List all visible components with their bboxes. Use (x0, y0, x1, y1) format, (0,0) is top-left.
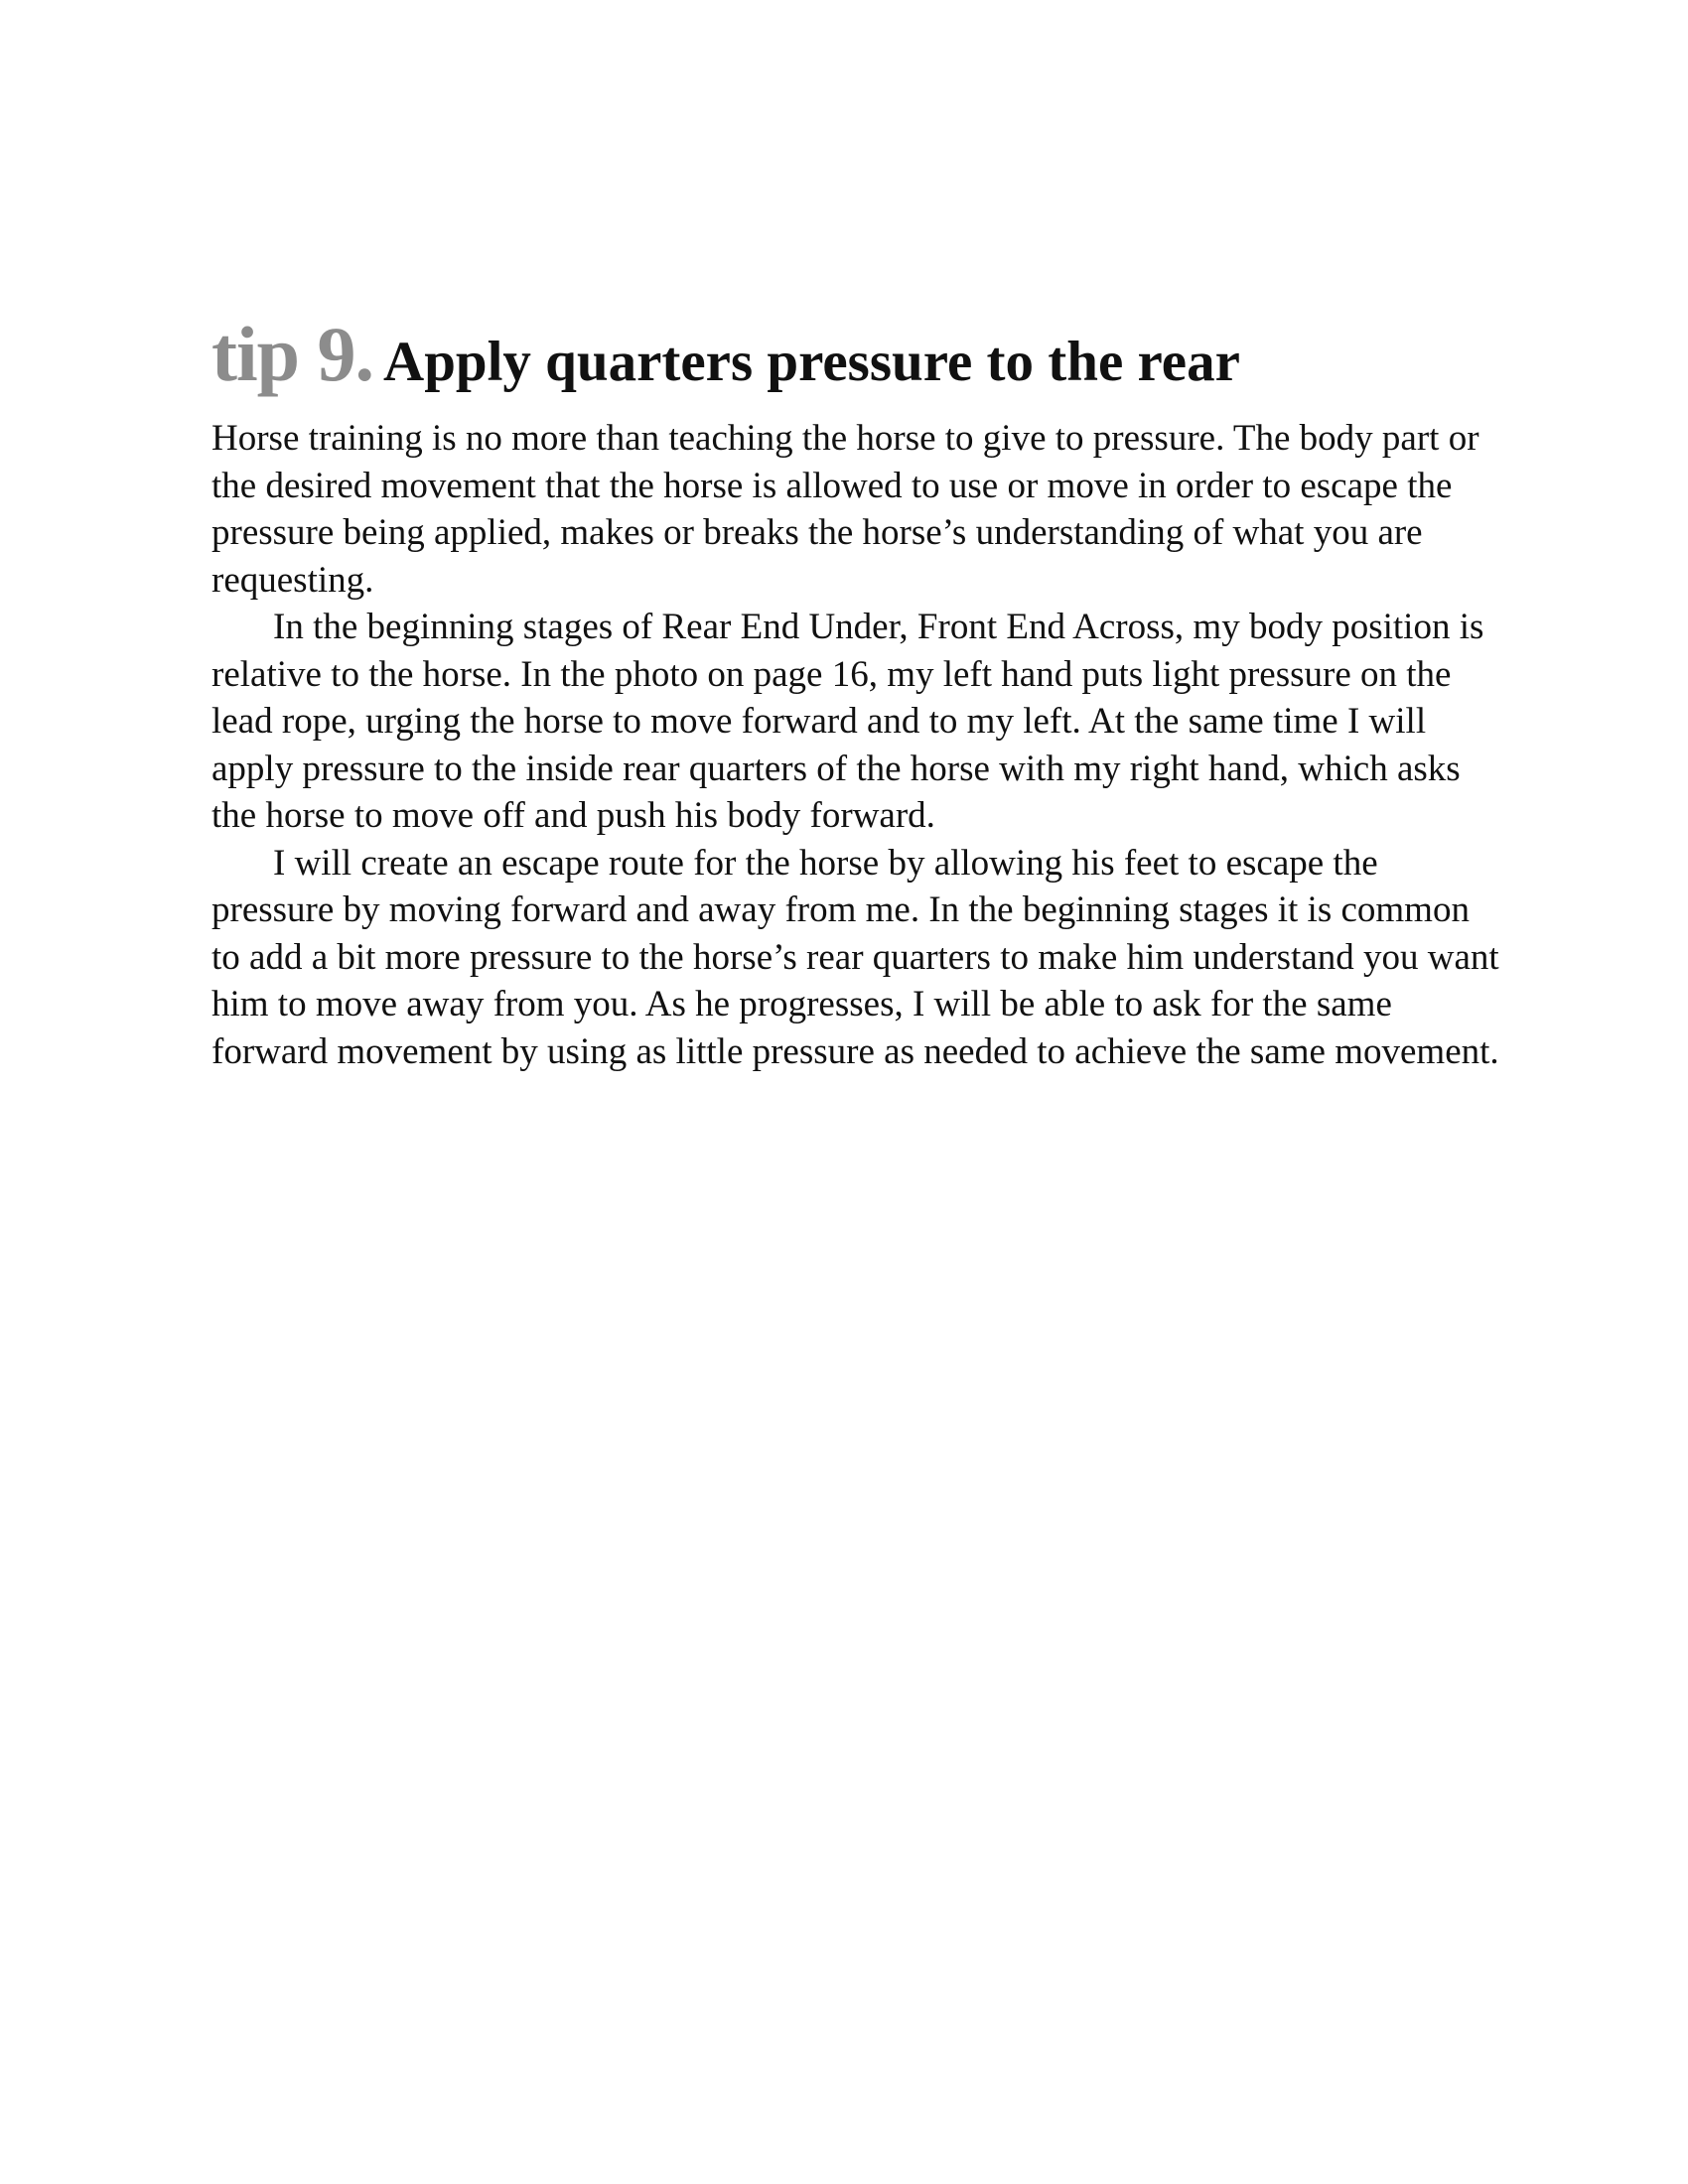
paragraph-1: Horse training is no more than teaching the horse to give to pressure. The body part or the desired movement that the horse is allowed to use or move in order to escape the pressure being applied, makes or breaks the horse’s understanding of what you are requesting. (211, 418, 1479, 601)
body-text (211, 415, 1502, 1075)
tip-number: tip 9. (211, 311, 374, 397)
paragraph-3: I will create an escape route for the horse by allowing his feet to escape the pressure by moving forward and away from me. In the beginning stages it is common to add a bit more pressure to the horse’s rear quarters to make him understand you want him to move away from you. As he progresses, I will be able to ask for the same forward movement by using as little pressure as needed to achieve the same movement. (211, 842, 1499, 1072)
tip-title: Apply quarters pressure to the rear (383, 331, 1240, 393)
page-content (211, 311, 1502, 1075)
paragraph-2: In the beginning stages of Rear End Under, Front End Across, my body position is relative to the horse. In the photo on page 16, my left hand puts light pressure on the lead rope, urging the horse to move forward and to my left. At the same time I will apply pressure to the inside rear quarters of the horse with my right hand, which asks the horse to move off and push his body forward. (211, 607, 1484, 836)
tip-heading (211, 311, 1502, 397)
